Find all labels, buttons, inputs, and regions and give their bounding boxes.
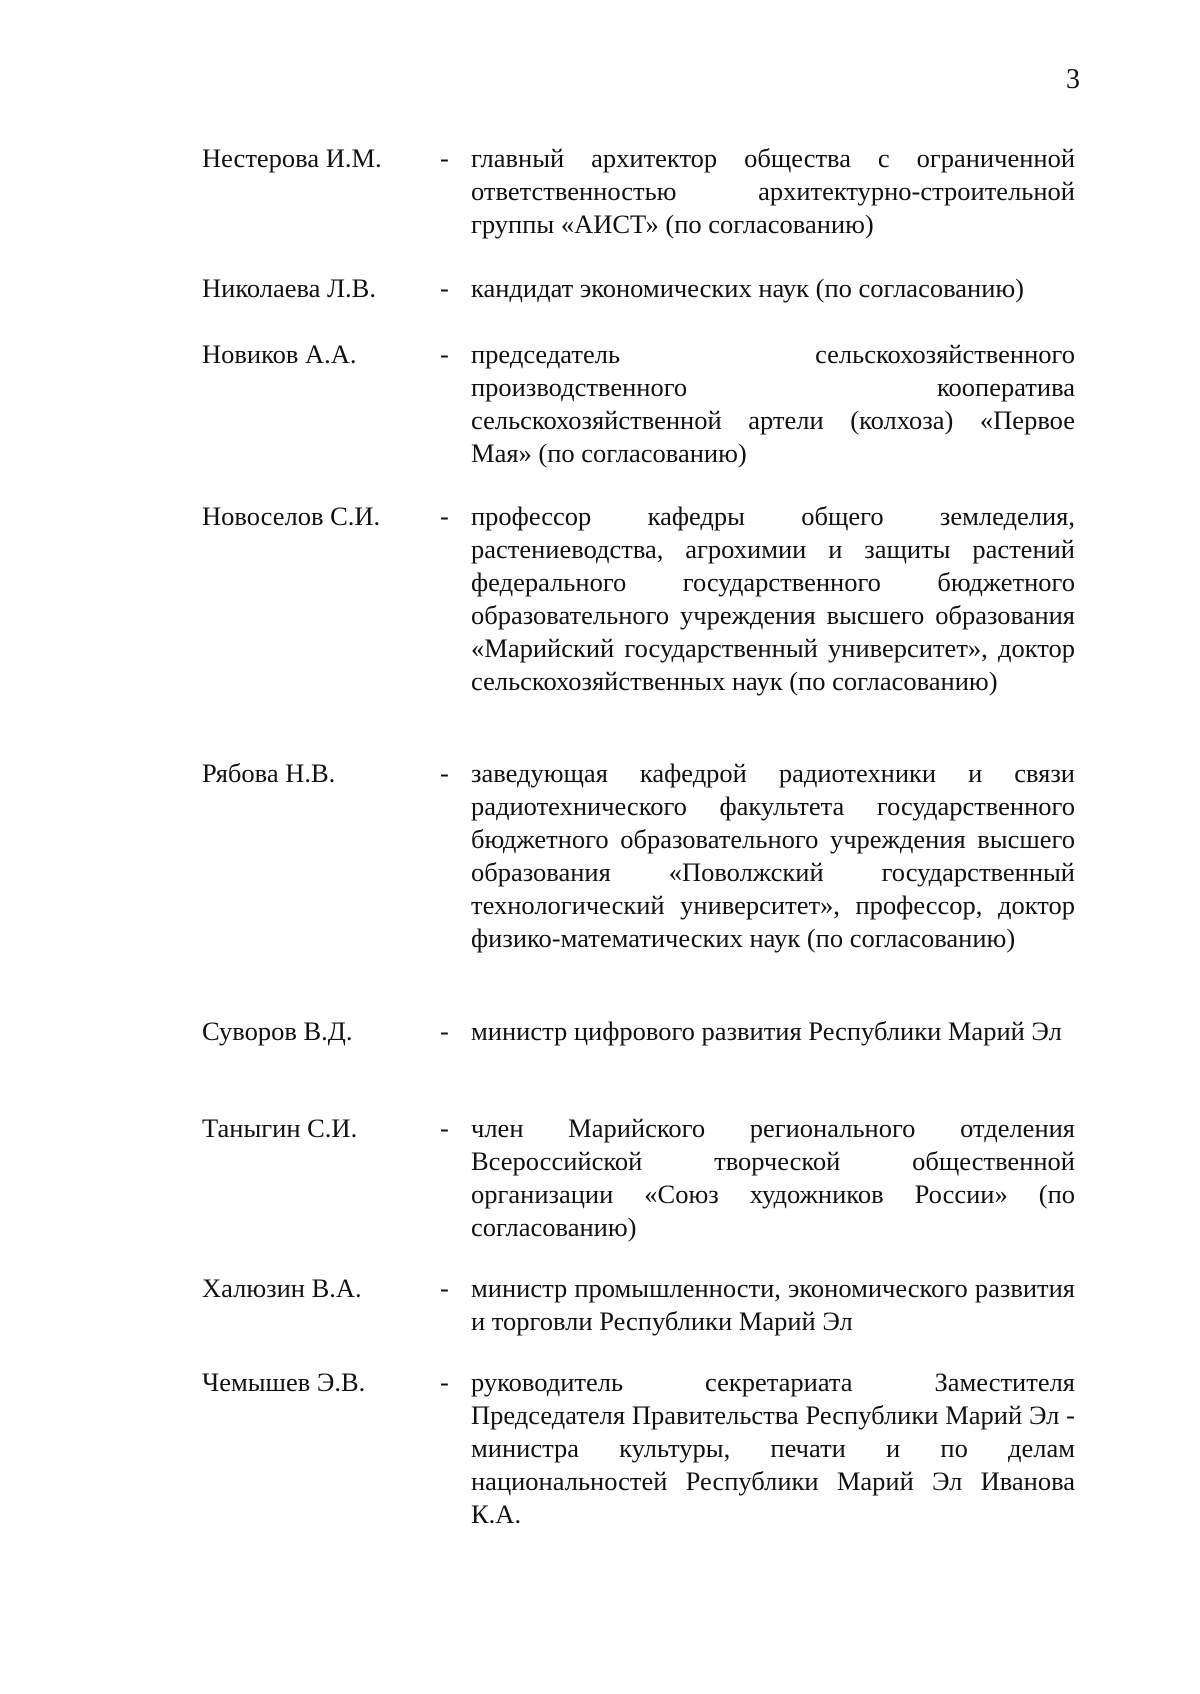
member-dash: -: [440, 1113, 449, 1143]
member-dash: -: [440, 758, 449, 788]
member-dash: -: [440, 1367, 449, 1397]
member-name: Нестерова И.М.: [202, 143, 382, 173]
member-description: министр цифрового развития Республики Марий Эл: [471, 1016, 1062, 1046]
page-number: 3: [1066, 64, 1080, 95]
member-description: профессор кафедры общего земледелия, растениеводства, агрохимии и защиты растений федерального государственного бюджетного образовательного учреждения высшего образования «Марийский государственный университет», доктор сельскохозяйственных наук (по согласованию): [471, 501, 1075, 696]
member-dash: -: [440, 339, 449, 369]
member-name: Халюзин В.А.: [202, 1273, 362, 1303]
member-description: председатель сельскохозяйственного производственного кооператива сельскохозяйственной артели (колхоза) «Первое Мая» (по согласованию): [471, 339, 1075, 468]
member-name: Николаева Л.В.: [202, 273, 376, 303]
member-description: заведующая кафедрой радиотехники и связи радиотехнического факультета государственного бюджетного образовательного учреждения высшего образования «Поволжский государственный технологический университет», профессор, доктор физико-математических наук (по согласованию): [471, 758, 1075, 953]
member-dash: -: [440, 1273, 449, 1303]
member-dash: -: [440, 143, 449, 173]
member-name: Рябова Н.В.: [202, 758, 336, 788]
member-name: Суворов В.Д.: [202, 1016, 353, 1046]
member-name: Таныгин С.И.: [202, 1113, 358, 1143]
member-description: кандидат экономических наук (по согласованию): [471, 273, 1024, 303]
member-dash: -: [440, 501, 449, 531]
member-name: Новиков А.А.: [202, 339, 357, 369]
member-name: Новоселов С.И.: [202, 501, 381, 531]
member-name: Чемышев Э.В.: [202, 1367, 366, 1397]
member-description: руководитель секретариата Заместителя Председателя Правительства Республики Марий Эл - министра культуры, печати и по делам национальностей Республики Марий Эл Иванова К.А.: [471, 1367, 1075, 1529]
member-description: член Марийского регионального отделения Всероссийской творческой общественной организации «Союз художников России» (по согласованию): [471, 1113, 1075, 1242]
member-dash: -: [440, 1016, 449, 1046]
member-description: министр промышленности, экономического развития и торговли Республики Марий Эл: [471, 1273, 1075, 1336]
member-description: главный архитектор общества с ограниченной ответственностью архитектурно-строительной группы «АИСТ» (по согласованию): [471, 143, 1075, 239]
member-dash: -: [440, 273, 449, 303]
